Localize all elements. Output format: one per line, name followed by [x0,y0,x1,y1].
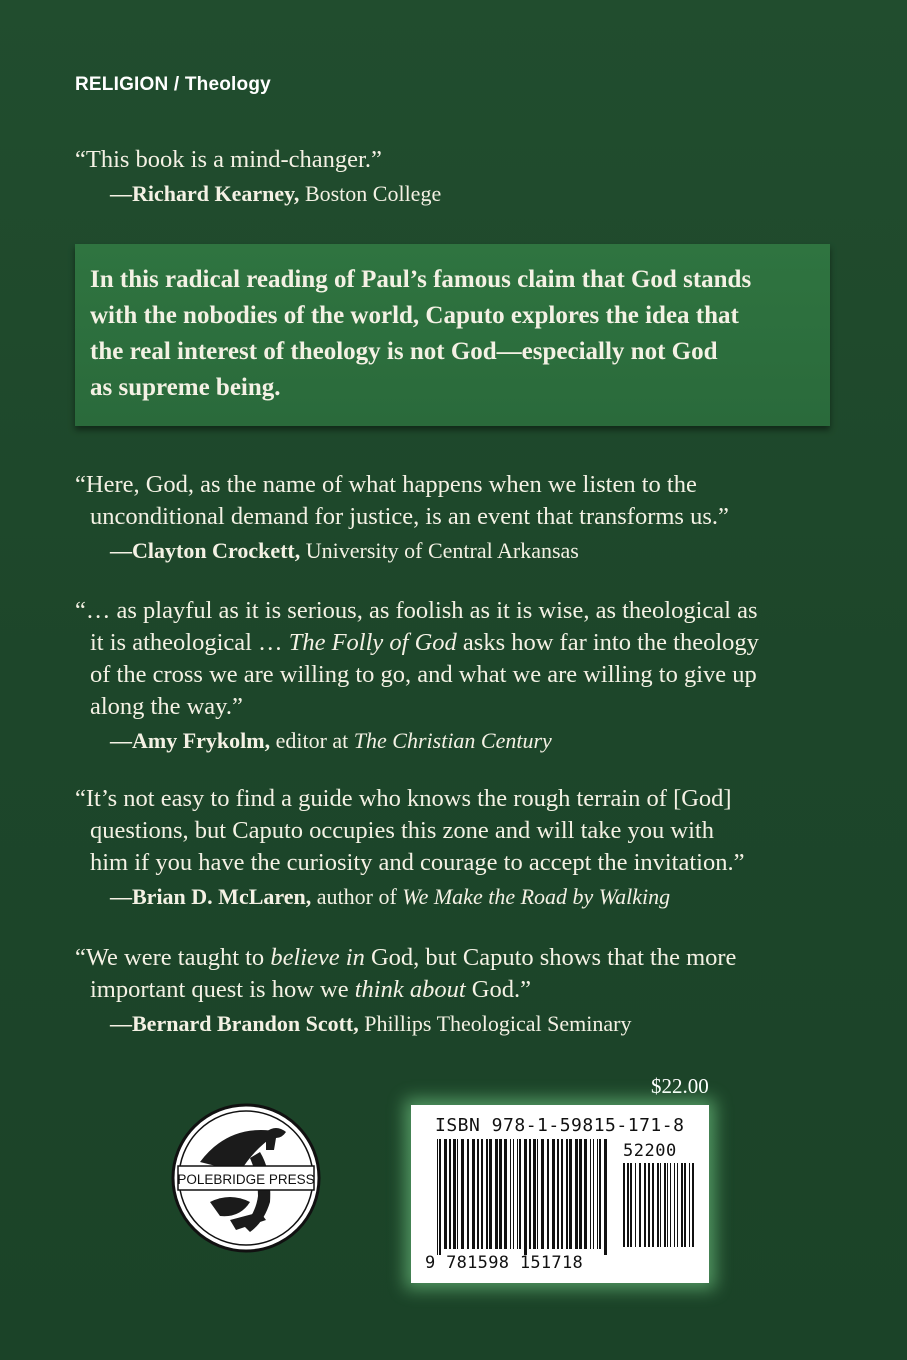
blurb-attribution: —Richard Kearney, Boston College [110,181,442,206]
barcode-bar [481,1139,483,1249]
barcode-bar [453,1139,456,1249]
barcode-bar [599,1139,601,1249]
barcode-bar [461,1139,464,1249]
barcode-bar [513,1139,514,1249]
barcode-bar [590,1139,591,1249]
barcode-bar [517,1139,518,1249]
blurb-text: “This book is a mind-changer.” [75,146,382,173]
barcode-bar [644,1163,646,1247]
logo-text: POLEBRIDGE PRESS [177,1172,315,1187]
blurb-attribution: —Amy Frykolm, editor at The Christian Century [110,728,552,753]
barcode-bar [437,1139,438,1255]
barcode-bar [504,1139,507,1249]
barcode-bar [557,1139,559,1249]
barcode-bar [584,1139,587,1249]
barcode-bar [692,1163,694,1247]
barcode-bar [449,1139,451,1249]
barcode-bar [579,1139,582,1249]
barcode-bar [444,1139,447,1249]
blurb-mclaren: “It’s not easy to find a guide who knows the rough terrain of [God] questions, but Caputo occupies this zone and will take you with him if you have the curiosity and courage to accept the invitation.” —Brian D. McLaren, author of We Make the Road by Walking [75,783,820,913]
barcode-bar [537,1139,538,1249]
barcode-bar [472,1139,475,1249]
barcode-bar [681,1163,683,1247]
barcode-bar [597,1139,598,1249]
category-label: RELIGION / Theology [75,74,271,95]
barcode-bar [689,1163,690,1247]
barcode-bar [519,1139,521,1249]
barcode-bar [489,1139,492,1249]
barcode-bar [477,1139,479,1249]
book-title: The Folly of God [288,629,457,656]
blurb-attribution: —Brian D. McLaren, author of We Make the Road by Walking [110,884,671,909]
barcode-bar [561,1139,563,1249]
barcode-bar [627,1163,629,1247]
blurb-scott: “We were taught to believe in God, but Caputo shows that the more important quest is how we think about God.” —Bernard Brandon Scott, Phillips Theological Seminary [75,942,820,1040]
barcode-bar [639,1163,641,1247]
barcode-bar [569,1139,572,1249]
barcode-bar [541,1139,544,1249]
barcode-bar [439,1139,441,1255]
blurb-attribution: —Clayton Crockett, University of Central Arkansas [110,538,579,563]
ean-digits: 9 781598 151718 [425,1253,584,1273]
barcode-bar [467,1139,469,1249]
barcode-bar [657,1163,659,1247]
barcode-bar [566,1139,568,1249]
blurb-kearney [75,144,820,210]
barcode-bar [664,1163,666,1247]
barcode-bar [533,1139,536,1249]
price-addon-code: 52200 [623,1141,677,1161]
barcode-bar [524,1139,527,1255]
isbn-barcode [411,1105,709,1283]
barcode-bar [670,1163,671,1247]
barcode-bar [623,1163,625,1247]
barcode-bar [648,1163,650,1247]
publisher-logo-icon [170,1102,322,1254]
barcode-bar [593,1139,594,1249]
barcode-bar [575,1139,578,1249]
barcode-bar [652,1163,654,1247]
barcode-bar [499,1139,502,1249]
barcode-bar [457,1139,458,1249]
barcode-bar [684,1163,686,1247]
barcode-bar [604,1139,607,1255]
barcode-bar [486,1139,488,1249]
blurb-frykolm: “… as playful as it is serious, as foolish as it is wise, as theological as it is atheological … The Folly of God asks how far into the theology of the cross we are willing to go, and what we are willing to give up along the way.” —Amy Frykolm, editor at The Christian Century [75,595,820,757]
barcode-bar [495,1139,498,1249]
blurb-attribution: —Bernard Brandon Scott, Phillips Theological Seminary [110,1011,632,1036]
barcode-bar [630,1163,632,1247]
barcode-bar [677,1163,678,1247]
barcode-bar [667,1163,668,1247]
barcode-bar [547,1139,549,1249]
isbn-label: ISBN 978-1-59815-171-8 [435,1115,685,1136]
barcode-bar [510,1139,511,1249]
barcode-bar [674,1163,675,1247]
barcode-bar [635,1163,636,1247]
description-text: In this radical reading of Paul’s famous claim that God stands with the nobodies of the world, Caputo explores the idea that the real interest of theology is not God—especially not God as supreme being. [90,266,752,401]
blurb-crockett: “Here, God, as the name of what happens when we listen to the unconditional demand for justice, is an event that transforms us.” —Clayton Crockett, University of Central Arkansas [75,469,820,567]
price-label: $22.00 [651,1074,709,1098]
description-box [75,244,830,426]
barcode-bar [660,1163,661,1247]
barcode-bar [529,1139,531,1249]
barcode-bar [552,1139,555,1249]
